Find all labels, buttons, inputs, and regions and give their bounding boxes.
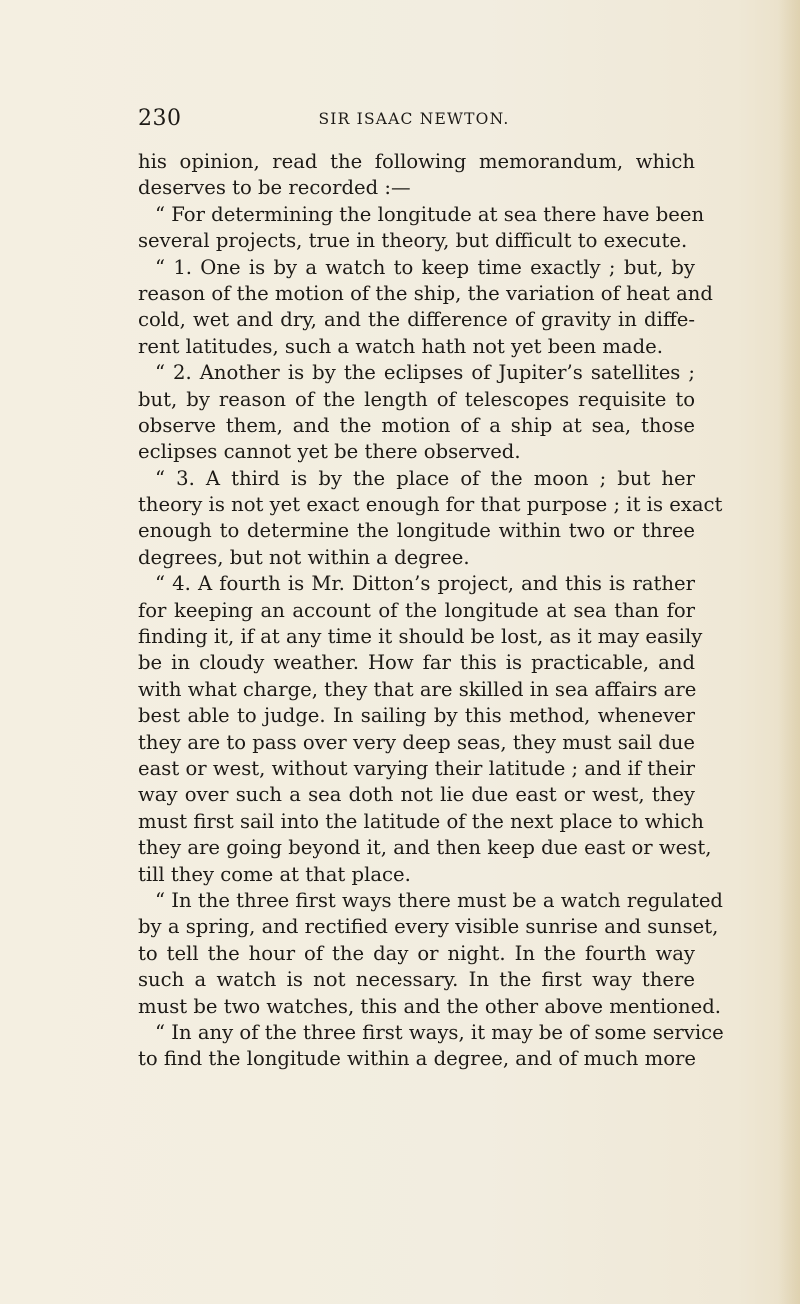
text-line: such a watch is not necessary. In the first way there <box>138 968 695 992</box>
text-line: his opinion, read the following memorandum, which <box>138 150 695 173</box>
text-line: “ 1. One is by a watch to keep time exactly ; but, by <box>155 255 695 279</box>
text-line: reason of the motion of the ship, the variation of heat and <box>138 281 713 305</box>
text-line: “ In any of the three first ways, it may be of some service <box>155 1020 724 1044</box>
text-line: be in cloudy weather. How far this is practicable, and <box>138 651 695 675</box>
text-line: way over such a sea doth not lie due east or west, they <box>138 783 695 807</box>
text-line: observe them, and the motion of a ship at sea, those <box>138 413 695 437</box>
text-line: “ 3. A third is by the place of the moon ; but her <box>155 466 695 490</box>
text-line: they are to pass over very deep seas, they must sail due <box>138 730 695 754</box>
text-line: till they come at that place. <box>138 862 411 886</box>
page-number: 230 <box>138 106 182 131</box>
text-line: but, by reason of the length of telescopes requisite to <box>138 387 695 411</box>
text-line: theory is not yet exact enough for that purpose ; it is exact <box>138 493 723 517</box>
text-line: they are going beyond it, and then keep due east or west, <box>138 836 712 860</box>
text-line: best able to judge. In sailing by this method, whenever <box>138 704 695 728</box>
text-line: eclipses cannot yet be there observed. <box>138 440 521 464</box>
text-line: for keeping an account of the longitude at sea than for <box>138 598 695 622</box>
body-text <box>138 149 724 1073</box>
text-line: “ 2. Another is by the eclipses of Jupiter’s satellites ; <box>155 361 695 385</box>
text-line: to find the longitude within a degree, and of much more <box>138 1047 696 1071</box>
text-line: must be two watches, this and the other above mentioned. <box>138 994 721 1018</box>
text-line: “ 4. A fourth is Mr. Ditton’s project, and this is rather <box>155 572 695 596</box>
page-edge-stain <box>778 0 800 1304</box>
text-line: east or west, without varying their latitude ; and if their <box>138 756 695 780</box>
text-line: cold, wet and dry, and the difference of gravity in diffe- <box>138 308 695 332</box>
text-line: finding it, if at any time it should be lost, as it may easily <box>138 625 703 649</box>
text-line: enough to determine the longitude within two or three <box>138 519 695 543</box>
text-line: by a spring, and rectified every visible sunrise and sunset, <box>138 915 719 939</box>
text-line: must first sail into the latitude of the next place to which <box>138 809 704 833</box>
page-header <box>138 106 690 136</box>
running-title: SIR ISAAC NEWTON. <box>318 110 510 128</box>
text-line: “ In the three first ways there must be a watch regulated <box>155 888 723 912</box>
text-line: to tell the hour of the day or night. In the fourth way <box>138 941 695 965</box>
text-line: several projects, true in theory, but difficult to execute. <box>138 229 688 253</box>
text-line: deserves to be recorded :— <box>138 176 411 200</box>
text-line: degrees, but not within a degree. <box>138 545 470 569</box>
text-line: “ For determining the longitude at sea there have been <box>155 202 705 226</box>
text-line: rent latitudes, such a watch hath not yet been made. <box>138 334 663 358</box>
text-line: with what charge, they that are skilled in sea affairs are <box>138 677 697 701</box>
